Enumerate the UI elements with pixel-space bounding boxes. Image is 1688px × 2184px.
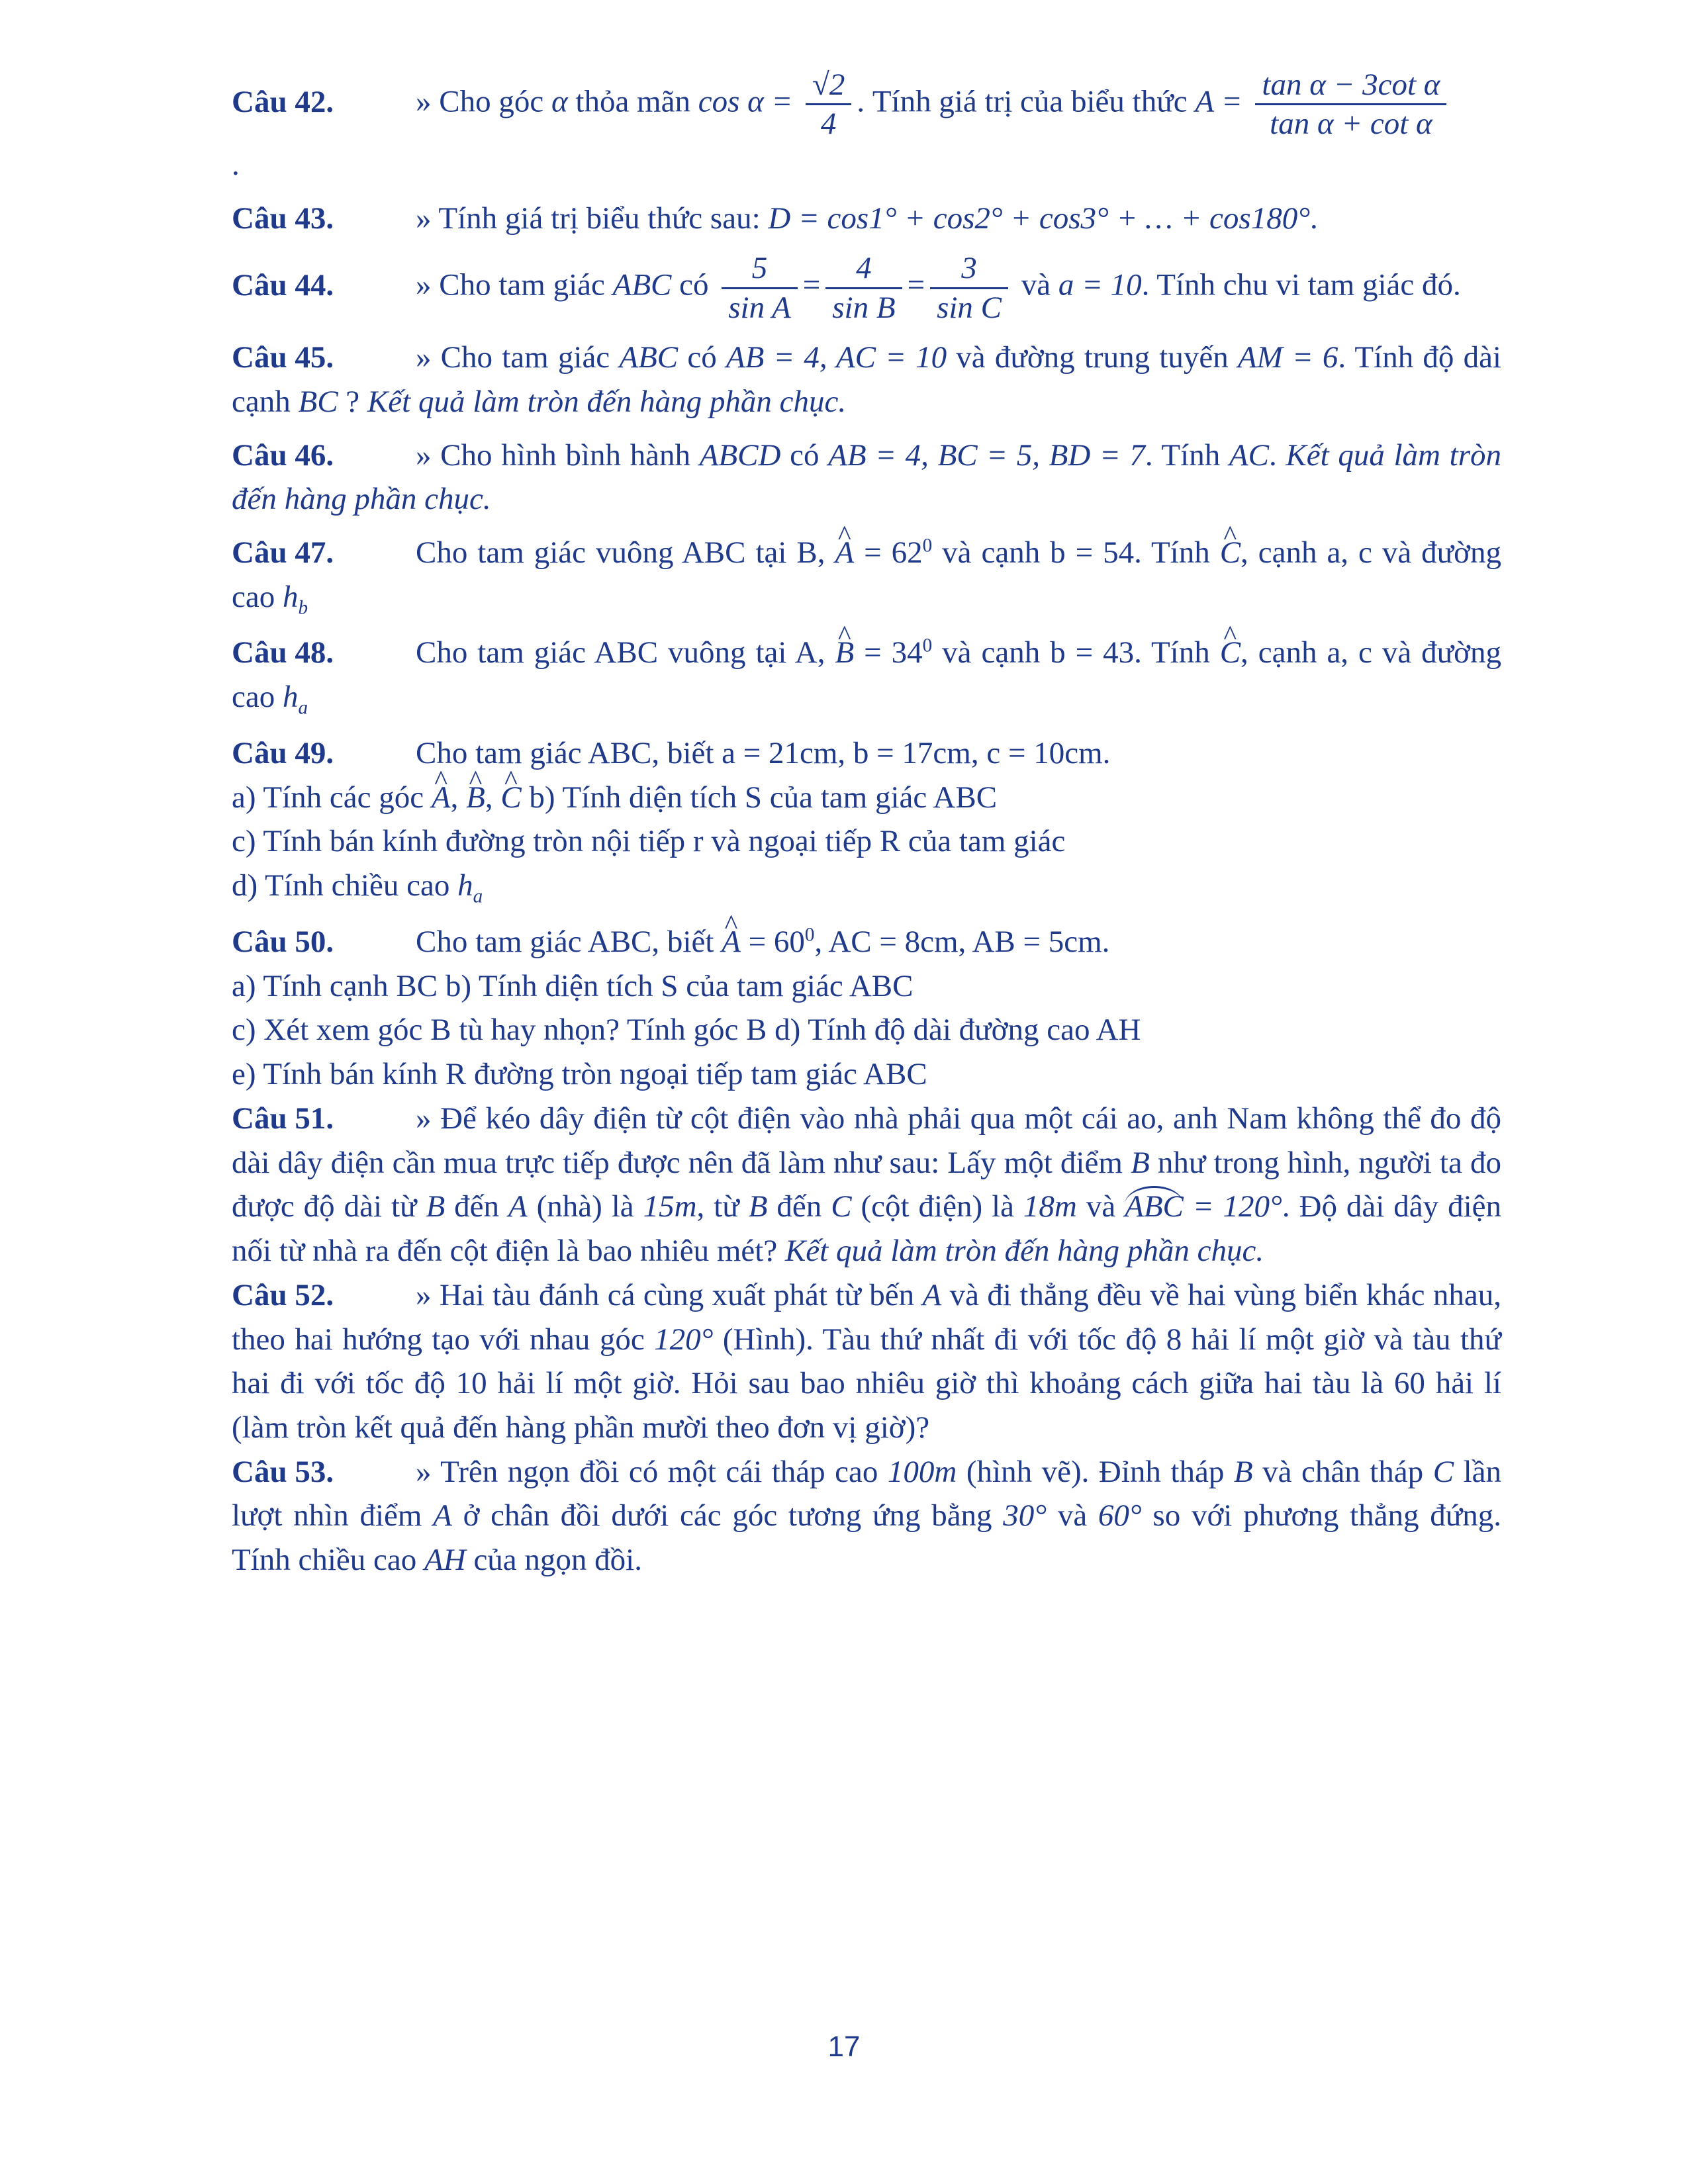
page-number: 17 xyxy=(827,2030,861,2063)
angle-hat: ^ A xyxy=(432,776,451,820)
question-49-part-d: d) Tính chiều cao $h_a$ xyxy=(232,868,483,907)
question-label: Câu 44. xyxy=(232,267,334,302)
question-label: Câu 49. xyxy=(232,735,334,770)
fraction: $\frac{3}{\text{sin C}}$ xyxy=(930,250,1008,326)
question-label: Câu 52. xyxy=(232,1277,334,1312)
question-47: Câu 47. Cho tam giác vuông ABC tại B, ^ $A = 62^0$ và cạnh b = 54. Tính ^ C, cạnh a, c và đường cao $h_b$ xyxy=(232,531,1501,622)
question-50-line-1: a) Tính cạnh BC b) Tính diện tích S của tam giác ABC xyxy=(232,968,914,1003)
question-label: Câu 43. xyxy=(232,201,334,236)
question-53: Câu 53. » Trên ngọn đồi có một cái tháp cao 100m (hình vẽ). Đỉnh tháp B và chân tháp C lần lượt nhìn điểm A ở chân đồi dưới các góc tương ứng bằng 30° và 60° so với phương thẳng đứng. Tính chiều cao AH của ngọn đồi. xyxy=(232,1450,1501,1582)
question-label: Câu 53. xyxy=(232,1454,334,1489)
question-50: Câu 50. Cho tam giác ABC, biết ^ $A = 60^0$, AC = 8cm, AB = 5cm. xyxy=(232,920,1501,964)
angle-hat: ^ B xyxy=(835,631,854,675)
angle-hat: ^ C xyxy=(500,776,521,820)
question-49: Câu 49. Cho tam giác ABC, biết a = 21cm, b = 17cm, c = 10cm. xyxy=(232,731,1501,776)
angle-hat: ^ C xyxy=(1220,531,1241,575)
question-42: Câu 42. » Cho góc α thỏa mãn cos α = $\frac{√2}{4}$ . Tính giá trị của biểu thức A = $\frac{\text{tan α − 3cot α}}{\text{tan α + cot α}}$ xyxy=(232,66,1501,143)
question-label: Câu 47. xyxy=(232,535,334,570)
question-label: Câu 48. xyxy=(232,635,334,670)
fraction: $\frac{\text{tan α − 3cot α}}{\text{tan α + cot α}}$ xyxy=(1255,66,1446,143)
question-label: Câu 45. xyxy=(232,340,334,375)
angle-hat: ^ A xyxy=(722,920,741,964)
question-label: Câu 51. xyxy=(232,1101,334,1136)
question-45: Câu 45. » Cho tam giác ABC có AB = 4, AC = 10 và đường trung tuyến AM = 6. Tính độ dài cạnh BC ? Kết quả làm tròn đến hàng phần chục. xyxy=(232,336,1501,424)
question-51: Câu 51. » Để kéo dây điện từ cột điện vào nhà phải qua một cái ao, anh Nam không thể đo độ dài dây điện cần mua trực tiếp được nên đã làm như sau: Lấy một điểm B như trong hình, người ta đo được độ dài từ B đến A (nhà) là 15m, từ B đến C (cột điện) là 18m và ABC = 120°. Độ dài dây điện nối từ nhà ra đến cột điện là bao nhiêu mét? Kết quả làm tròn đến hàng phần chục. xyxy=(232,1097,1501,1273)
question-49-part-c: c) Tính bán kính đường tròn nội tiếp r và ngoại tiếp R của tam giác xyxy=(232,824,1066,859)
question-list xyxy=(232,66,1501,1582)
angle-hat: ^ A xyxy=(835,531,854,575)
question-49-part-a-b: a) Tính các góc ^ A, ^ B, ^ C b) Tính diện tích S của tam giác ABC xyxy=(232,776,1501,820)
question-48: Câu 48. Cho tam giác ABC vuông tại A, ^ $B = 34^0$ và cạnh b = 43. Tính ^ C, cạnh a, c và đường cao $h_a$ xyxy=(232,631,1501,722)
formula: D = cos1° + cos2° + cos3° + … + cos180° xyxy=(768,201,1310,236)
fraction: $\frac{√2}{4}$ xyxy=(806,66,851,143)
question-50-line-3: e) Tính bán kính R đường tròn ngoại tiếp tam giác ABC xyxy=(232,1057,927,1092)
question-label: Câu 42. xyxy=(232,84,334,119)
angle-arc: ABC xyxy=(1125,1186,1184,1224)
fraction: $\frac{4}{\text{sin B}}$ xyxy=(825,250,902,326)
angle-hat: ^ C xyxy=(1220,631,1241,675)
question-44: Câu 44. » Cho tam giác ABC có $\frac{5}{\text{sin A}}$ = $\frac{4}{\text{sin B}}$ = $\frac{3}{\text{sin C}}$ và a = 10. Tính chu vi tam giác đó. xyxy=(232,250,1501,326)
question-50-line-2: c) Xét xem góc B tù hay nhọn? Tính góc B d) Tính độ dài đường cao AH xyxy=(232,1013,1141,1048)
question-label: Câu 46. xyxy=(232,437,334,473)
question-42-trailing-dot: . xyxy=(232,147,240,182)
question-label: Câu 50. xyxy=(232,924,334,959)
question-46: Câu 46. » Cho hình bình hành ABCD có AB = 4, BC = 5, BD = 7. Tính AC. Kết quả làm tròn đến hàng phần chục. xyxy=(232,433,1501,522)
question-43: Câu 43. » Tính giá trị biểu thức sau: D = cos1° + cos2° + cos3° + … + cos180°. xyxy=(232,197,1501,241)
question-52: Câu 52. » Hai tàu đánh cá cùng xuất phát từ bến A và đi thẳng đều về hai vùng biển khác nhau, theo hai hướng tạo với nhau góc 120° (Hình). Tàu thứ nhất đi với tốc độ 8 hải lí một giờ và tàu thứ hai đi với tốc độ 10 hải lí một giờ. Hỏi sau bao nhiêu giờ thì khoảng cách giữa hai tàu là 60 hải lí (làm tròn kết quả đến hàng phần mười theo đơn vị giờ)? xyxy=(232,1273,1501,1450)
angle-hat: ^ B xyxy=(466,776,485,820)
fraction: $\frac{5}{\text{sin A}}$ xyxy=(722,250,797,326)
